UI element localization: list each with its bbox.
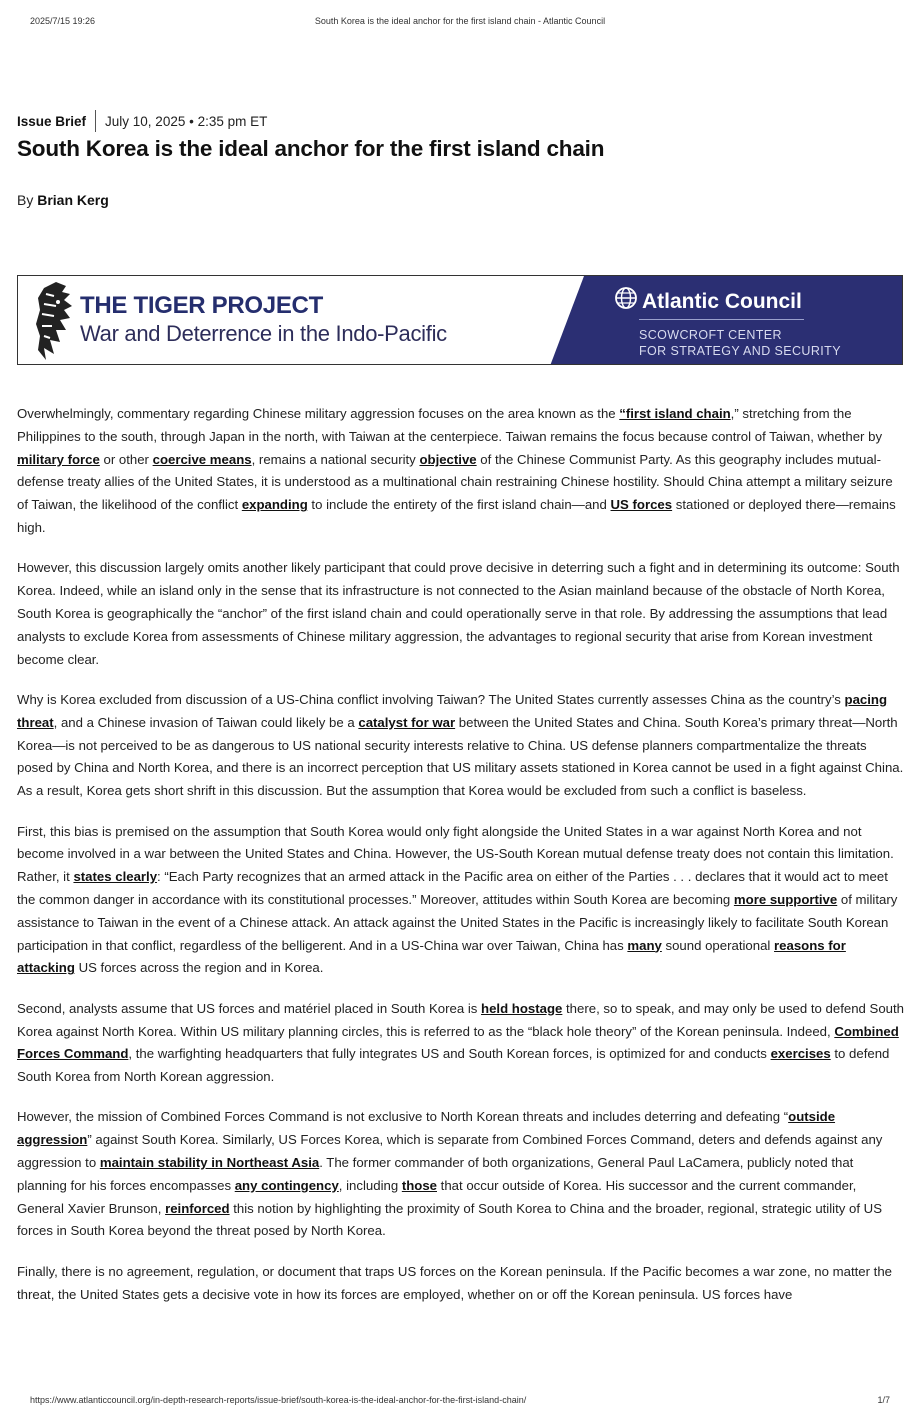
- article-date: July 10, 2025 • 2:35 pm ET: [105, 113, 268, 129]
- paragraph-text: : “Each Party recognizes that an armed attack in the Pacific area on either of the Parties . . . declares that it would act to meet the common danger in accordance with its constitutional processes.” Moreover, attitudes within South Korea are becoming: [17, 869, 888, 907]
- inline-link[interactable]: held hostage: [481, 1000, 563, 1016]
- inline-link[interactable]: reinforced: [165, 1200, 230, 1216]
- article-paragraph: [17, 557, 905, 671]
- paragraph-text: Overwhelmingly, commentary regarding Chinese military aggression focuses on the area known as the: [17, 406, 620, 421]
- paragraph-text: Finally, there is no agreement, regulation, or document that traps US forces on the Korean peninsula. If the Pacific becomes a war zone, no matter the threat, the United States gets a decisive vote in how its forces are employed, whether on or off the Korean peninsula. US forces have: [17, 1263, 892, 1302]
- inline-link[interactable]: US forces: [610, 497, 673, 513]
- article-paragraph: [17, 1261, 905, 1307]
- paragraph-text: there, so to speak, and may only be used to defend South Korea against North Korea. Within US military planning circles, this is referred to as the “black hole theory” of the Korean peninsula. Indeed,: [17, 1000, 904, 1039]
- inline-link[interactable]: “first island chain: [619, 406, 731, 421]
- paragraph-text: First, this bias is premised on the assumption that South Korea would only fight alongside the United States in a war against North Korea and not become involved in a war between the United States and China. However, the US-South Korean mutual defense treaty does not contain this limitation. Rather, it: [17, 823, 894, 885]
- paragraph-text: of military assistance to Taiwan in the event of a Chinese attack. An attack against the United States in the Pacific is increasingly likely to facilitate South Korean participation in that conflict, regardless of the belligerent. And in a US-China war over Taiwan, China has: [17, 891, 898, 953]
- banner-org-name: Atlantic Council: [642, 290, 802, 313]
- print-page-number: 1/7: [877, 1395, 890, 1405]
- inline-link[interactable]: military force: [17, 451, 100, 467]
- print-header: [0, 16, 920, 30]
- inline-link[interactable]: states clearly: [73, 869, 158, 885]
- paragraph-text: , remains a national security: [251, 451, 420, 467]
- paragraph-text: Second, analysts assume that US forces and matériel placed in South Korea is: [17, 1000, 482, 1016]
- tiger-project-banner[interactable]: [17, 275, 903, 365]
- inline-link[interactable]: outside aggression: [17, 1109, 836, 1148]
- inline-link[interactable]: those: [401, 1177, 437, 1193]
- inline-link[interactable]: maintain stability in Northeast Asia: [99, 1155, 320, 1171]
- banner-project-title: THE TIGER PROJECT: [80, 292, 323, 319]
- banner-center-line2: FOR STRATEGY AND SECURITY: [639, 344, 841, 358]
- print-footer: [0, 1395, 920, 1409]
- article-title: South Korea is the ideal anchor for the first island chain: [17, 136, 605, 161]
- inline-link[interactable]: pacing threat: [17, 691, 888, 730]
- article-type-link[interactable]: Issue Brief: [17, 113, 87, 129]
- paragraph-text: that occur outside of Korea. His successor and the current commander, General Xavier Brunson,: [17, 1177, 857, 1216]
- print-datetime: 2025/7/15 19:26: [30, 16, 96, 26]
- paragraph-text: . The former commander of both organizations, General Paul LaCamera, publicly noted that planning for his forces encompasses: [17, 1155, 854, 1193]
- paragraph-text: , including: [338, 1177, 402, 1193]
- inline-link[interactable]: catalyst for war: [358, 714, 456, 730]
- paragraph-text: US forces across the region and in Korea.: [74, 960, 324, 976]
- meta-divider: [95, 110, 96, 132]
- article-paragraph: [17, 821, 905, 981]
- inline-link[interactable]: more supportive: [733, 891, 838, 907]
- paragraph-text: ,” stretching from the Philippines to the south, through Japan in the north, with Taiwan at the centerpiece. Taiwan remains the focus because control of Taiwan, whether by: [17, 406, 883, 444]
- inline-link[interactable]: exercises: [770, 1046, 831, 1062]
- author-link[interactable]: Brian Kerg: [37, 192, 109, 208]
- print-page-title: South Korea is the ideal anchor for the first island chain - Atlantic Council: [314, 16, 606, 26]
- article-paragraph: [17, 689, 905, 803]
- inline-link[interactable]: coercive means: [152, 451, 252, 467]
- paragraph-text: stationed or deployed there—remains high.: [17, 497, 896, 535]
- globe-icon: [614, 286, 638, 310]
- paragraph-text: to include the entirety of the first island chain—and: [307, 497, 611, 513]
- paragraph-text: However, this discussion largely omits another likely participant that could prove decisive in deterring such a fight and in determining its outcome: South Korea. Indeed, while an island only in the sense that its infrastructure is not connected to the Asian mainland because of the obstacle of North Korea, South Korea is geographically the “anchor” of the first island chain and could operationally serve in that role. By addressing the assumptions that lead analysts to exclude Korea from assessments of Chinese military aggression, the advantages to regional security that arise from Korean investment become clear.: [17, 560, 900, 667]
- paragraph-text: this notion by highlighting the proximity of South Korea to China and the broader, regional, strategic utility of US forces in South Korea beyond the threat posed by North Korea.: [17, 1200, 883, 1239]
- article-paragraph: [17, 998, 905, 1089]
- article-meta: [17, 110, 267, 132]
- paragraph-text: of the Chinese Communist Party. As this geography includes mutual-defense treaty allies of the United States, it is understood as a multinational chain restraining Chinese hostility. Should China attempt a military seizure of Taiwan, the likelihood of the conflict: [17, 451, 893, 513]
- paragraph-text: , and a Chinese invasion of Taiwan could likely be a: [53, 714, 359, 730]
- print-url: https://www.atlanticcouncil.org/in-depth-research-reports/issue-brief/south-korea-is-the-ideal-anchor-for-the-first-island-chain/: [30, 1395, 527, 1405]
- inline-link[interactable]: many: [627, 937, 662, 953]
- paragraph-text: to defend South Korea from North Korean aggression.: [17, 1046, 890, 1085]
- tiger-icon: [34, 280, 78, 362]
- inline-link[interactable]: objective: [419, 451, 477, 467]
- inline-link[interactable]: reasons for attacking: [17, 937, 846, 976]
- paragraph-text: between the United States and China. South Korea’s primary threat—North Korea—is not perceived to be as dangerous to US national security interests relative to China. US defense planners compartmentalize the threats posed by China and North Korea, and there is an incorrect perception that US military assets stationed in Korea cannot be used in a fight against China. As a result, Korea gets short shrift in this discussion. But the assumption that Korea would be excluded from such a conflict is baseless.: [17, 714, 904, 799]
- inline-link[interactable]: expanding: [241, 497, 308, 513]
- banner-rule: [639, 319, 804, 320]
- paragraph-text: Why is Korea excluded from discussion of a US-China conflict involving Taiwan? The United States currently assesses China as the country’s: [17, 691, 845, 707]
- paragraph-text: or other: [99, 451, 153, 467]
- article-paragraph: [17, 403, 905, 540]
- paragraph-text: However, the mission of Combined Forces Command is not exclusive to North Korean threats and includes deterring and defeating “: [17, 1109, 789, 1125]
- article-body: [17, 403, 905, 1324]
- byline-prefix: By: [17, 192, 38, 208]
- paragraph-text: ” against South Korea. Similarly, US Forces Korea, which is separate from Combined Forces Command, deters and defends against any aggression to: [17, 1132, 883, 1171]
- article-paragraph: [17, 1106, 905, 1243]
- banner-project-subtitle: War and Deterrence in the Indo-Pacific: [80, 321, 447, 346]
- paragraph-text: , the warfighting headquarters that fully integrates US and South Korean forces, is optimized for and conducts: [128, 1046, 771, 1062]
- byline: [17, 192, 109, 208]
- inline-link[interactable]: any contingency: [234, 1177, 339, 1193]
- banner-center-name: [639, 327, 841, 359]
- inline-link[interactable]: Combined Forces Command: [17, 1023, 899, 1062]
- paragraph-text: sound operational: [661, 937, 775, 953]
- banner-center-line1: SCOWCROFT CENTER: [639, 328, 782, 342]
